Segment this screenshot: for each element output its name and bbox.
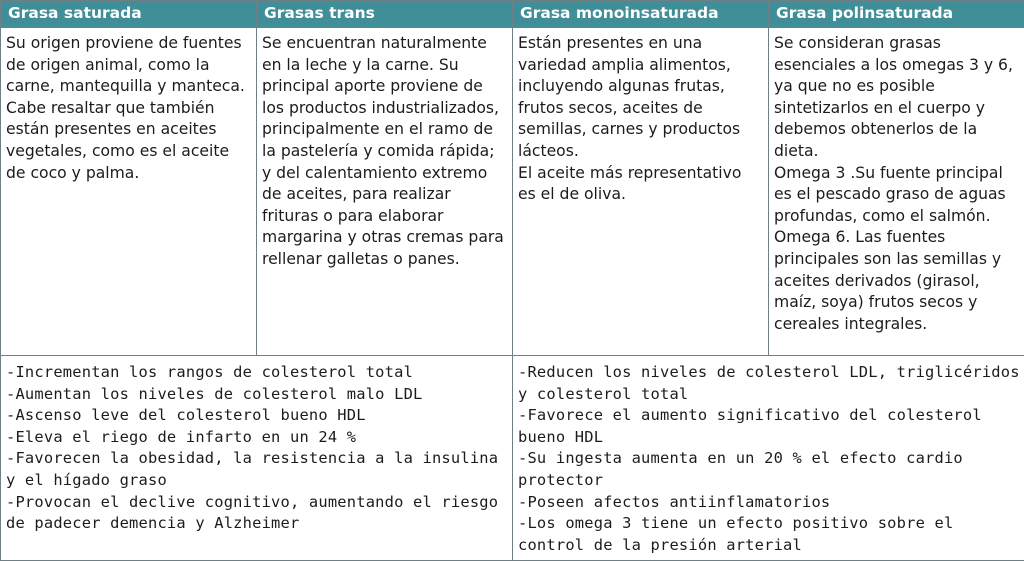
effect-item: -Incrementan los rangos de colesterol total: [6, 363, 414, 381]
saturada-description: Su origen proviene de fuentes de origen animal, como la carne, mantequilla y manteca. Cabe resaltar que también están presentes en aceites vegetales, como es el aceite de coco y palma.: [6, 34, 245, 182]
header-grasa-saturada: Grasa saturada: [1, 1, 257, 28]
effect-item: -Aumentan los niveles de colesterol malo LDL: [6, 384, 423, 403]
header-grasa-monoinsaturada: Grasa monoinsaturada: [513, 1, 769, 28]
effect-item: -Reducen los niveles de colesterol LDL, triglicéridos y colesterol total: [518, 363, 1020, 403]
cell-effects-left: [1, 356, 513, 561]
effect-item: -Ascenso leve del colesterol bueno HDL: [6, 406, 366, 425]
effect-item: -Favorece el aumento significativo del colesterol bueno HDL: [518, 406, 982, 446]
polinsaturada-paragraph: Se consideran grasas esenciales a los omegas 3 y 6, ya que no es posible sintetizarlos en el cuerpo y debemos obtenerlos de la dieta.: [774, 34, 1013, 160]
description-row: [1, 28, 1024, 356]
monoinsaturada-paragraph: Están presentes en una variedad amplia alimentos, incluyendo algunas frutas, frutos secos, aceites de semillas, carnes y productos lácteos.: [518, 34, 741, 160]
effects-row: [1, 356, 1024, 561]
polinsaturada-paragraph: Omega 6. Las fuentes principales son las semillas y aceites derivados (girasol, maíz, soya) frutos secos y cereales integrales.: [774, 228, 1002, 333]
header-grasas-trans: Grasas trans: [257, 1, 513, 28]
cell-monoinsaturada: [513, 28, 769, 356]
header-row: [1, 1, 1024, 28]
effect-item: -Eleva el riego de infarto en un 24 %: [6, 427, 357, 446]
cell-trans: [257, 28, 513, 356]
effect-item: -Favorecen la obesidad, la resistencia a la insulina y el hígado graso: [6, 449, 499, 489]
effect-item: -Poseen afectos antiinflamatorios: [518, 492, 831, 511]
monoinsaturada-paragraph: El aceite más representativo es el de oliva.: [518, 163, 742, 204]
effect-item: -Provocan el declive cognitivo, aumentando el riesgo de padecer demencia y Alzheimer: [6, 492, 499, 533]
cell-effects-right: [513, 356, 1024, 561]
cell-saturada: [1, 28, 257, 356]
polinsaturada-paragraph: Omega 3 .Su fuente principal es el pescado graso de aguas profundas, como el salmón.: [774, 163, 1006, 225]
trans-description: Se encuentran naturalmente en la leche y la carne. Su principal aporte proviene de los productos industrializados, principalmente en el ramo de la pastelería y comida rápida; y del calentamiento extremo de aceites, para realizar frituras o para elaborar margarina y otras cremas para rellenar galletas o panes.: [262, 34, 504, 268]
header-grasa-polinsaturada: Grasa polinsaturada: [769, 1, 1024, 28]
effect-item: -Los omega 3 tiene un efecto positivo sobre el control de la presión arterial: [518, 514, 954, 554]
cell-polinsaturada: [769, 28, 1024, 356]
effect-item: -Su ingesta aumenta en un 20 % el efecto cardio protector: [518, 449, 963, 489]
